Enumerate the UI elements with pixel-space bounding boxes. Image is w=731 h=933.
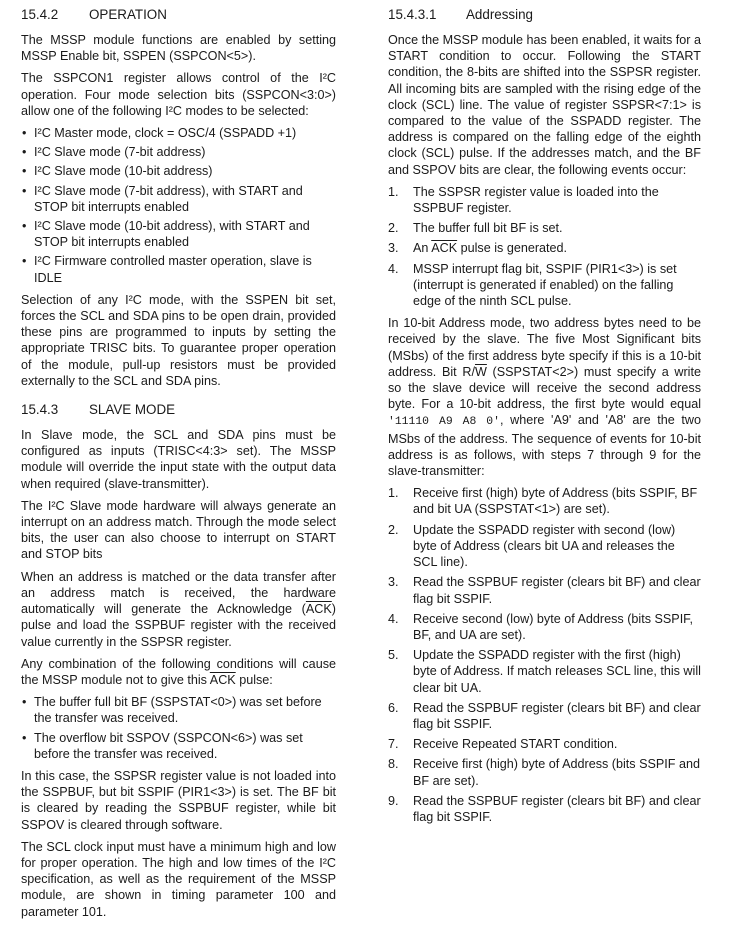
ack-overline: $\overline{ACK}$ [431, 241, 458, 256]
paragraph: In 10-bit Address mode, two address bytes need to be received by the slave. The five Most Significant bits (MSbs) of the first address byte specify if this is a 10-bit address. Bit $R/\overline{W}$ (SSPSTAT<2>) must specify a write so the slave device will receive the second address byte. For a 10-bit address, the first byte would equal '11110 A9 A8 0', where 'A9' and 'A8' are the two MSbs of the address. The sequence of events for 10-bit address is as follows, with steps 7 through 9 for the slave-transmitter: [388, 316, 701, 479]
paragraph: The MSSP module functions are enabled by setting MSSP Enable bit, SSPEN (SSPCON<5>). [21, 33, 336, 64]
paragraph: In Slave mode, the SCL and SDA pins must be configured as inputs (TRISC<4:3> set). The MSSP module will override the input state with the output data when required (slave-transmitter). [21, 428, 336, 491]
list-item: 1. Receive first (high) byte of Address (bits SSPIF, BF and bit UA (SSPSTAT<1>) are set). [388, 486, 698, 517]
list-item: 3. Read the SSPBUF register (clears bit BF) and clear flag bit SSPIF. [388, 575, 701, 606]
section-number: 15.4.3 [21, 402, 59, 418]
list-item: 5. Update the SSPADD register with the first (high) byte of Address. If match releases SCL line, this will clear bit UA. [388, 648, 701, 695]
section-number: 15.4.3.1 [388, 7, 437, 22]
ten-bit-sequence-list [388, 485, 701, 825]
list-item: 8. Receive first (high) byte of Address (bits SSPIF and BF are set). [388, 757, 700, 788]
list-item: • I²C Master mode, clock = OSC/4 (SSPADD +1) [21, 125, 336, 141]
section-title: Addressing [466, 7, 533, 22]
list-item: • I²C Slave mode (7-bit address) [21, 144, 336, 160]
section-heading-slave-mode [21, 401, 336, 419]
list-item: 9. Read the SSPBUF register (clears bit BF) and clear flag bit SSPIF. [388, 793, 701, 824]
code-literal: '11110 A9 A8 0' [388, 416, 500, 429]
section-title: SLAVE MODE [89, 402, 176, 418]
paragraph: The SSPCON1 register allows control of the I²C operation. Four mode selection bits (SSPCON<3:0>) allow one of the following I²C modes to be selected: [21, 71, 336, 118]
condition-list [21, 694, 336, 762]
right-column [388, 6, 701, 831]
section-heading-addressing [388, 6, 701, 24]
list-item: • I²C Firmware controlled master operation, slave is IDLE [21, 253, 336, 285]
list-item: 1. The SSPSR register value is loaded into the SSPBUF register. [388, 184, 659, 216]
list-item: • I²C Slave mode (10-bit address), with START and STOP bit interrupts enabled [21, 218, 336, 250]
list-item: 6. Read the SSPBUF register (clears bit BF) and clear flag bit SSPIF. [388, 700, 701, 731]
list-item: 2. The buffer full bit BF is set. [388, 221, 563, 236]
ack-overline: $\overline{ACK}$ [305, 602, 332, 617]
paragraph: The I²C Slave mode hardware will always generate an interrupt on an address match. Through the mode select bits, the user can also choose to interrupt on START and STOP bits [21, 498, 336, 562]
paragraph: The SCL clock input must have a minimum high and low for proper operation. The high and low times of the I²C specification, as well as the requirement of the MSSP module, are shown in timing parameter 100 and parameter 101. [21, 839, 336, 919]
list-item: • I²C Slave mode (7-bit address), with START and STOP bit interrupts enabled [21, 183, 336, 215]
write-overline: $\overline{W}$ [474, 364, 487, 379]
section-heading-operation [21, 6, 336, 24]
ack-overline: $\overline{ACK}$ [209, 672, 236, 687]
i2c-mode-list [21, 125, 336, 286]
list-item: 4. MSSP interrupt flag bit, SSPIF (PIR1<3>) is set (interrupt is generated if enabled) on the falling edge of the ninth SCL pulse. [388, 261, 677, 309]
paragraph: Selection of any I²C mode, with the SSPEN bit set, forces the SCL and SDA pins to be open drain, provided these pins are programmed to inputs by setting the appropriate TRISC bits. To guarantee proper operation of the module, pull-up resistors must be provided externally to the SCL and SDA pins. [21, 292, 336, 388]
list-item: • I²C Slave mode (10-bit address) [21, 163, 336, 179]
paragraph: Any combination of the following conditions will cause the MSSP module not to give this $\overline{ACK}$ pulse: [21, 656, 336, 687]
section-title: OPERATION [89, 7, 167, 22]
event-list [388, 184, 701, 309]
list-item: 4. Receive second (low) byte of Address (bits SSPIF, BF, and UA are set). [388, 611, 693, 642]
paragraph: When an address is matched or the data transfer after an address match is received, the hardware automatically will generate the Acknowledge $(\overline{ACK})$ pulse and load the SSPBUF register with the received value currently in the SSPSR register. [21, 569, 336, 649]
paragraph: In this case, the SSPSR register value is not loaded into the SSPBUF, but bit SSPIF (PIR1<3>) is set. The BF bit is cleared by reading the SSPBUF register, while bit SSPOV is cleared through software. [21, 768, 336, 832]
list-item: • The overflow bit SSPOV (SSPCON<6>) was set before the transfer was received. [21, 730, 336, 762]
list-item: 7. Receive Repeated START condition. [388, 737, 618, 752]
list-item: • The buffer full bit BF (SSPSTAT<0>) was set before the transfer was received. [21, 694, 336, 726]
list-item: 2. Update the SSPADD register with second (low) byte of Address (clears bit UA and releases the SCL line). [388, 522, 676, 570]
left-column [21, 6, 336, 926]
list-item: 3. An $\overline{ACK}$ pulse is generated. [388, 241, 568, 256]
paragraph: Once the MSSP module has been enabled, it waits for a START condition to occur. Following the START condition, the 8-bits are shifted into the SSPSR register. All incoming bits are sampled with the rising edge of the clock (SCL) line. The value of register SSPSR<7:1> is compared to the value of the SSPADD register. The address is compared on the falling edge of the eighth clock (SCL) pulse. If the addresses match, and the BF and SSPOV bits are clear, the following events occur: [388, 33, 701, 177]
section-number: 15.4.2 [21, 7, 59, 22]
